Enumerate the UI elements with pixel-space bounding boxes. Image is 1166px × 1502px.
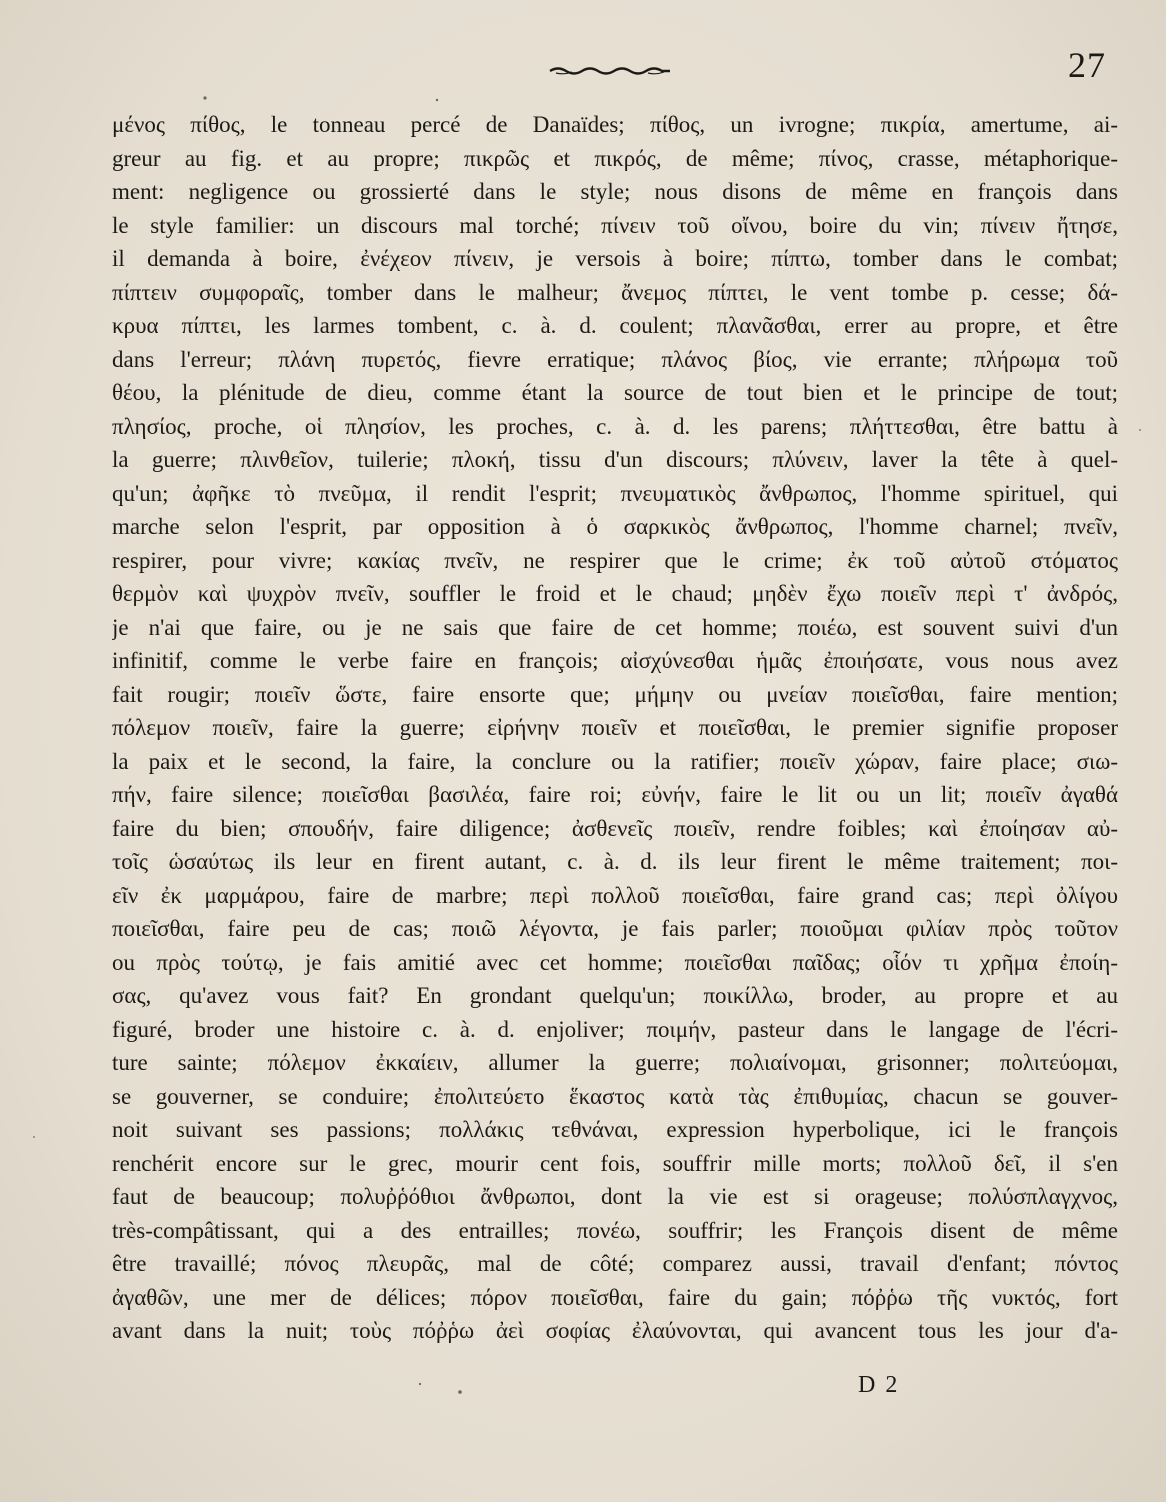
text-line: πλησίος, proche, οἱ πλησίον, les proches, c. à. d. les parens; πλήττεσθαι, être battu à — [112, 413, 1118, 439]
text-line: κρυα πίπτει, les larmes tombent, c. à. d. coulent; πλανᾶσθαι, errer au propre, et être — [112, 313, 1118, 338]
text-line: fait rougir; ποιεῖν ὥστε, faire ensorte que; μήμην ou μνείαν ποιεῖσθαι, faire mention; — [112, 681, 1118, 707]
text-line: ture sainte; πόλεμον ἐκκαίειν, allumer la guerre; πολιαίνομαι, grisonner; πολιτεύομαι, — [112, 1050, 1118, 1075]
text-line: faut de beaucoup; πολυῤῥόθιοι ἄνθρωποι, dont la vie est si orageuse; πολύσπλαγχνος, — [112, 1184, 1118, 1209]
text-line: ποιεῖσθαι, faire peu de cas; ποιῶ λέγοντα, je fais parler; ποιοῦμαι φιλίαν πρὸς τοῦτον — [112, 916, 1118, 941]
text-line: εῖν ἐκ μαρμάρου, faire de marbre; περὶ πολλοῦ ποιεῖσθαι, faire grand cas; περὶ ὀλίγου — [112, 882, 1118, 908]
text-line: dans l'erreur; πλάνη πυρετός, fievre erratique; πλάνος βίος, vie errante; πλήρωμα τοῦ — [112, 346, 1118, 372]
text-line: se gouverner, se conduire; ἐπολιτεύετο ἕκαστος κατὰ τὰς ἐπιθυμίας, chacun se gouver- — [112, 1083, 1118, 1109]
text-line: renchérit encore sur le grec, mourir cent fois, souffrir mille morts; πολλοῦ δεῖ, il s'en — [112, 1150, 1118, 1176]
text-line: ment: negligence ou grossierté dans le style; nous disons de même en françois dans — [112, 179, 1118, 204]
text-line: la paix et le second, la faire, la conclure ou la ratifier; ποιεῖν χώραν, faire place; σιω- — [112, 748, 1118, 774]
text-line: très-compâtissant, qui a des entrailles; πονέω, souffrir; les François disent de même — [112, 1217, 1118, 1243]
text-line: avant dans la nuit; τοὺς πόῤῥω ἀεὶ σοφίας ἐλαύνονται, qui avancent tous les jour d'a- — [112, 1318, 1118, 1343]
text-line: noit suivant ses passions; πολλάκις τεθνάναι, expression hyperbolique, ici le françois — [112, 1117, 1118, 1142]
text-line: respirer, pour vivre; κακίας πνεῖν, ne respirer que le crime; ἐκ τοῦ αὐτοῦ στόματος — [112, 547, 1118, 573]
text-line: je n'ai que faire, ou je ne sais que faire de cet homme; ποιέω, est souvent suivi d'un — [112, 614, 1118, 640]
page-number: 27 — [1068, 45, 1106, 85]
text-line: le style familier: un discours mal torché; πίνειν τοῦ οἴνου, boire du vin; πίνειν ἤτησε, — [112, 212, 1118, 238]
text-line: marche selon l'esprit, par opposition à ὁ σαρκικὸς ἄνθρωπος, l'homme charnel; πνεῖν, — [112, 514, 1118, 539]
text-line: greur au fig. et au propre; πικρῶς et πικρός, de même; πίνος, crasse, métaphorique- — [112, 145, 1118, 171]
page-text — [112, 108, 1118, 1348]
text-line: être travaillé; πόνος πλευρᾶς, mal de côté; comparez aussi, travail d'enfant; πόντος — [112, 1251, 1118, 1276]
text-line: μένος πίθος, le tonneau percé de Danaïdes; πίθος, un ivrogne; πικρία, amertume, ai- — [112, 112, 1118, 137]
text-line: πίπτειν συμφοραῖς, tomber dans le malheur; ἄνεμος πίπτει, le vent tombe p. cesse; δά- — [112, 279, 1118, 305]
text-line: τοῖς ὡσαύτως ils leur en firent autant, c. à. d. ils leur firent le même traitement; ποι- — [112, 849, 1118, 874]
text-line: θερμὸν καὶ ψυχρὸν πνεῖν, souffler le froid et le chaud; μηδὲν ἔχω ποιεῖν περὶ τ' ἀνδρός, — [112, 581, 1118, 606]
text-line: πήν, faire silence; ποιεῖσθαι βασιλέα, faire roi; εὐνήν, faire le lit ou un lit; ποιεῖν ἀγαθά — [112, 782, 1118, 807]
text-line: σας, qu'avez vous fait? En grondant quelqu'un; ποικίλλω, broder, au propre et au — [112, 983, 1118, 1008]
text-line: infinitif, comme le verbe faire en françois; αἰσχύνεσθαι ἡμᾶς ἐποιήσατε, vous nous avez — [112, 648, 1118, 673]
header-ornament — [548, 64, 672, 78]
text-line: ἀγαθῶν, une mer de délices; πόρον ποιεῖσθαι, faire du gain; πόῤῥω τῆς νυκτός, fort — [112, 1284, 1118, 1310]
text-line: il demanda à boire, ἐνέχεον πίνειν, je versois à boire; πίπτω, tomber dans le combat; — [112, 246, 1118, 271]
text-line: πόλεμον ποιεῖν, faire la guerre; εἰρήνην ποιεῖν et ποιεῖσθαι, le premier signifie proposer — [112, 715, 1118, 740]
text-line: faire du bien; σπουδήν, faire diligence; ἀσθενεῖς ποιεῖν, rendre foibles; καὶ ἐποίησαν αὐ- — [112, 815, 1118, 841]
text-line: qu'un; ἀφῆκε τὸ πνεῦμα, il rendit l'esprit; πνευματικὸς ἄνθρωπος, l'homme spirituel, qui — [112, 480, 1118, 506]
text-line: θέου, la plénitude de dieu, comme étant la source de tout bien et le principe de tout; — [112, 380, 1118, 405]
text-line: figuré, broder une histoire c. à. d. enjoliver; ποιμήν, pasteur dans le langage de l'écri- — [112, 1016, 1118, 1042]
text-line: la guerre; πλινθεῖον, tuilerie; πλοκή, tissu d'un discours; πλύνειν, laver la tête à quel- — [112, 447, 1118, 472]
text-line: ou πρὸς τούτῳ, je fais amitié avec cet homme; ποιεῖσθαι παῖδας; οἷόν τι χρῆμα ἐποίη- — [112, 949, 1118, 975]
signature-mark: D 2 — [858, 1372, 900, 1398]
